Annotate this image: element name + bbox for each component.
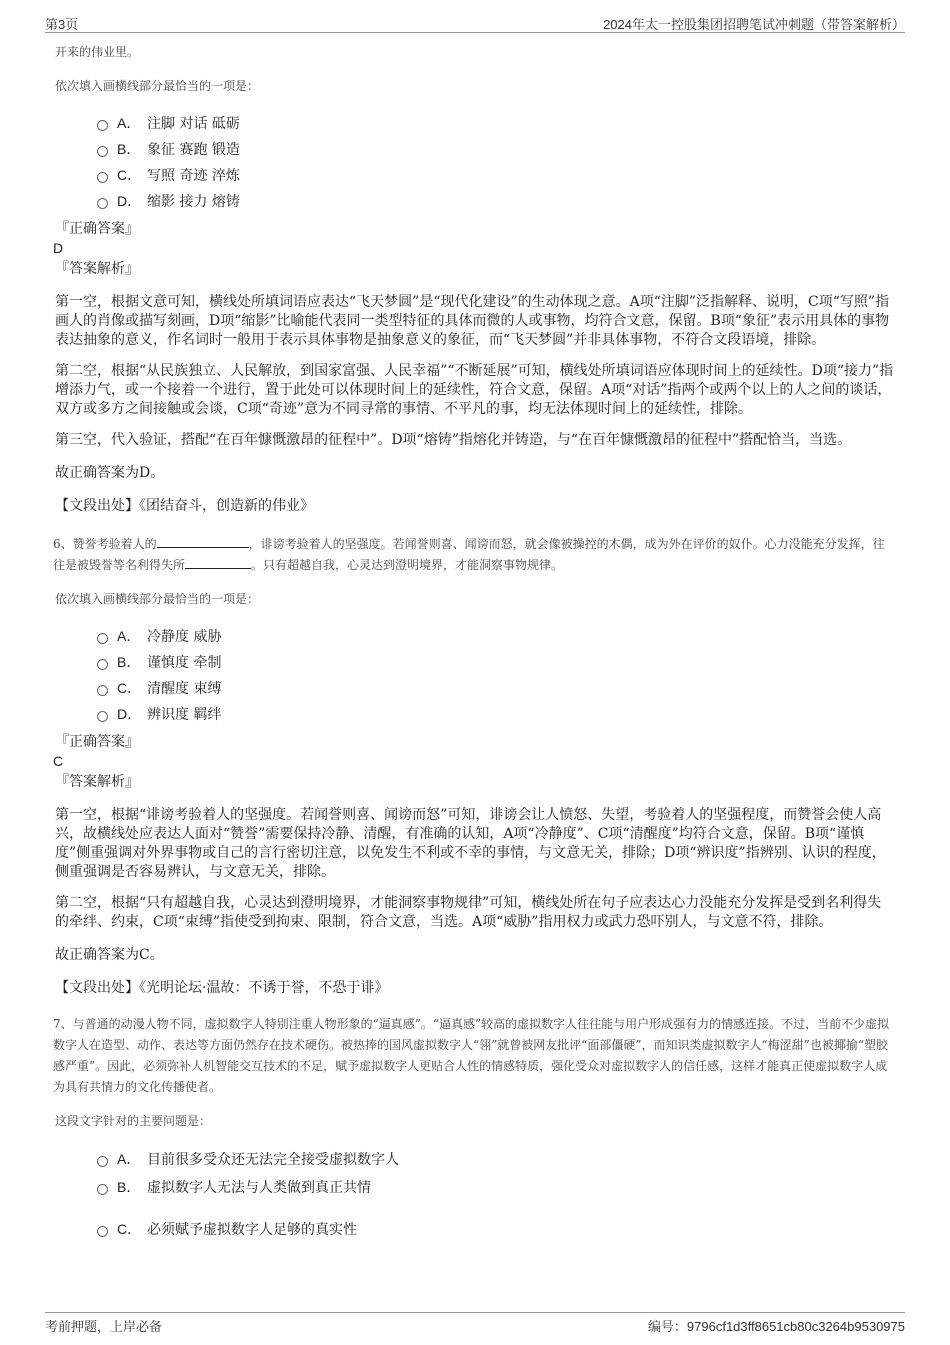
blank-2 — [185, 556, 251, 569]
q7-option-c[interactable]: C． 必须赋予虚拟数字人足够的真实性 — [97, 1215, 895, 1243]
q6-source: 【文段出处】《光明论坛·温故：不诱于誉，不恐于诽》 — [55, 980, 389, 996]
q6-options — [97, 623, 895, 727]
q5-options — [97, 110, 895, 214]
blank-1 — [157, 535, 249, 548]
q6-option-c[interactable]: C． 清醒度 束缚 — [97, 675, 895, 701]
radio-icon[interactable] — [97, 1184, 108, 1195]
q7-stem: 7、与普通的动漫人物不同，虚拟数字人特别注重人物形象的“逼真感”。“逼真感”较高的虚拟数字人往往能与用户形成强有力的情感连接。不过，当前不少虚拟数字人在造型、动作、表达等方面仍然存在技术硬伤。被热捧的国风虚拟数字人“翎”就曾被网友批评“面部僵硬”，而知识类虚拟数字人“梅涩甜”也被揶揄“塑胶感严重”。因此，必须弥补人机智能交互技术的不足，赋予虚拟数字人更贴合人性的情感特质，强化受众对虚拟数字人的信任感，这样才能真正使虚拟数字人成为具有共情力的文化传播使者。 — [53, 1017, 890, 1094]
q6-option-d[interactable]: D． 辨识度 羁绊 — [97, 701, 895, 727]
q6-analysis-label: 『答案解析』 — [55, 774, 139, 790]
q5-analysis-para-3: 第三空，代入验证，搭配“在百年慷慨激昂的征程中”。D项“熔铸”指熔化并铸造，与“在百年慷慨激昂的征程中”搭配恰当，当选。 — [55, 432, 852, 448]
radio-icon[interactable] — [97, 711, 108, 722]
q6-analysis-para-2: 第二空，根据“只有超越自我，心灵达到澄明境界，才能洞察事物规律”可知，横线处所在句子应表达心力没能充分发挥是受到名利得失的牵绊、约束，C项“束缚”指使受到拘束、限制，符合文意，当选。A项“威胁”指用权力或武力恐吓别人，与文意不符，排除。 — [55, 895, 882, 930]
radio-icon[interactable] — [97, 1226, 108, 1237]
document-code: 编号：9796cf1d3ff8651cb80c3264b9530975 — [647, 1319, 905, 1334]
q6-conclusion: 故正确答案为C。 — [55, 947, 164, 963]
q7-option-b[interactable]: B． 虚拟数字人无法与人类做到真正共情 — [97, 1173, 895, 1201]
q5-analysis-label: 『答案解析』 — [55, 261, 139, 277]
q6-answer: C — [53, 753, 64, 769]
carryover-text: 开来的伟业里。 — [55, 45, 140, 59]
radio-icon[interactable] — [97, 659, 108, 670]
q5-option-b[interactable]: B． 象征 赛跑 锻造 — [97, 136, 895, 162]
q7-option-a[interactable]: A． 目前很多受众还无法完全接受虚拟数字人 — [97, 1145, 895, 1173]
q5-prompt: 依次填入画横线部分最恰当的一项是： — [55, 79, 260, 93]
q7-prompt: 这段文字针对的主要问题是： — [55, 1114, 212, 1128]
q6-answer-label: 『正确答案』 — [55, 734, 139, 750]
radio-icon[interactable] — [97, 633, 108, 644]
q5-analysis-para-1: 第一空，根据文意可知，横线处所填词语应表达“飞天梦圆”是“现代化建设”的生动体现之意。A项“注脚”泛指解释、说明，C项“写照”指画人的肖像或描写刻画，D项“缩影”比喻能代表同一类型特征的具体而微的人或事物，均符合文意，保留。B项“象征”表示用具体的事物表达抽象的意义，作名词时一般用于表示具体事物是抽象意义的象征，而“飞天梦圆”并非具体事物，不符合文段语境，排除。 — [55, 294, 890, 348]
q5-option-c[interactable]: C． 写照 奇迹 淬炼 — [97, 162, 895, 188]
q7-options — [97, 1145, 895, 1243]
q5-answer: D — [53, 240, 64, 256]
page-footer — [45, 1312, 905, 1335]
q5-analysis-para-2: 第二空，根据“从民族独立、人民解放，到国家富强、人民幸福”“不断延展”可知，横线处所填词语应体现时间上的延续性。D项“接力”指增添力气，或一个接着一个进行，置于此处可以体现时间上的延续性，符合文意，保留。A项“对话”指两个或两个以上的人之间的谈话，双方或多方之间接触或会谈，C项“奇迹”意为不同寻常的事情、不平凡的事，均无法体现时间上的延续性，排除。 — [55, 363, 894, 417]
q5-source: 【文段出处】《团结奋斗，创造新的伟业》 — [55, 498, 314, 514]
radio-icon[interactable] — [97, 685, 108, 696]
q5-answer-label: 『正确答案』 — [55, 221, 139, 237]
q6-option-b[interactable]: B． 谨慎度 牵制 — [97, 649, 895, 675]
radio-icon[interactable] — [97, 1156, 108, 1167]
radio-icon[interactable] — [97, 198, 108, 209]
q6-option-a[interactable]: A． 冷静度 威胁 — [97, 623, 895, 649]
q6-stem: 6、赞誉考验着人的 ，诽谤考验着人的坚强度。若闻誉则喜、闻谤而怒，就会像被操控的木偶，成为外在评价的奴仆。心力没能充分发挥，往往是被毁誉等名利得失所 。只有超越自我，心灵达到澄明境界，才能洞察事物规律。 — [53, 537, 885, 572]
radio-icon[interactable] — [97, 120, 108, 131]
radio-icon[interactable] — [97, 172, 108, 183]
radio-icon[interactable] — [97, 146, 108, 157]
page-content — [55, 42, 895, 1243]
q6-analysis-para-1: 第一空，根据“诽谤考验着人的坚强度。若闻誉则喜、闻谤而怒”可知，诽谤会让人愤怒、失望，考验着人的坚强程度，而赞誉会使人高兴，故横线处应表达人面对“赞誉”需要保持冷静、清醒，有准确的认知，A项“冷静度”、C项“清醒度”均符合文意，保留。B项“谨慎度”侧重强调对外界事物或自己的言行密切注意，以免发生不利或不幸的事情，与文意无关，排除；D项“辨识度”指辨别、认识的程度，侧重强调是否容易辨认，与文意无关，排除。 — [55, 807, 886, 880]
q5-option-a[interactable]: A． 注脚 对话 砥砺 — [97, 110, 895, 136]
page-number: 第3页 — [45, 17, 79, 32]
document-title: 2024年太一控股集团招聘笔试冲刺题（带答案解析） — [603, 17, 905, 32]
q6-prompt: 依次填入画横线部分最恰当的一项是： — [55, 592, 260, 606]
q5-option-d[interactable]: D． 缩影 接力 熔铸 — [97, 188, 895, 214]
page-header — [45, 12, 905, 33]
footer-slogan: 考前押题，上岸必备 — [45, 1320, 163, 1335]
q5-conclusion: 故正确答案为D。 — [55, 465, 165, 481]
